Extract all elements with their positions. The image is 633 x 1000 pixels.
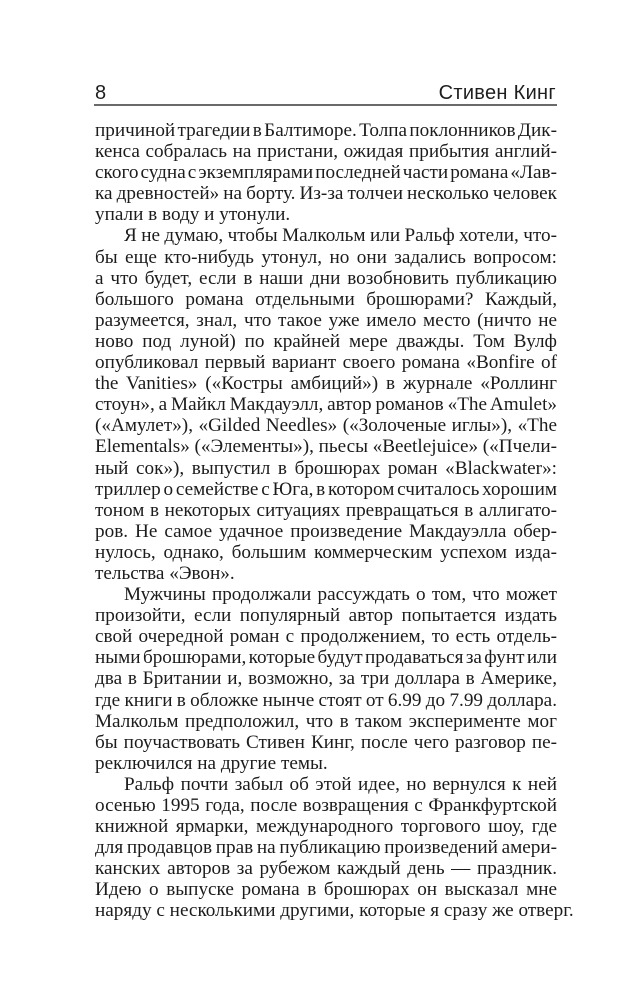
text-line: книжной ярмарки, международного торгового шоу, где bbox=[95, 816, 557, 838]
text-line: нулось, однако, большим коммерческим успехом изда- bbox=[95, 541, 557, 563]
text-line: произойти, если популярный автор попытается издать bbox=[95, 605, 557, 627]
page-number: 8 bbox=[95, 82, 107, 104]
text-line: ными брошюрами, которые будут продаваться за фунт или bbox=[95, 647, 557, 669]
text-line: триллер о семействе с Юга, в котором считалось хорошим bbox=[95, 478, 557, 500]
text-line: реключился на другие темы. bbox=[95, 752, 328, 774]
header-rule bbox=[94, 104, 557, 106]
text-line: свой очередной роман с продолжением, то есть отдель- bbox=[95, 626, 557, 648]
text-line: бы поучаствовать Стивен Кинг, после чего разговор пе- bbox=[95, 731, 557, 753]
text-line: Ральф почти забыл об этой идее, но вернулся к ней bbox=[124, 773, 557, 795]
running-head bbox=[94, 80, 557, 104]
text-line: ка древностей» на борту. Из-за толчеи несколько человек bbox=[95, 183, 557, 205]
text-line: разумеется, знал, что такое уже имело место (ничто не bbox=[95, 309, 557, 331]
text-line: кенса собралась на пристани, ожидая прибытия англий- bbox=[95, 141, 557, 163]
running-title: Стивен Кинг bbox=[438, 82, 556, 104]
text-line: ный сок»), выпустил в брошюрах роман «Blackwater»: bbox=[95, 457, 557, 479]
paragraph bbox=[95, 120, 557, 225]
text-line: Я не думаю, чтобы Малкольм или Ральф хотели, что- bbox=[124, 225, 557, 247]
text-line: тоном в некоторых ситуациях превращаться в аллигато- bbox=[95, 499, 557, 521]
text-line: Малкольм предположил, что в таком эксперименте мог bbox=[95, 710, 557, 732]
text-line: Идею о выпуске романа в брошюрах он высказал мне bbox=[95, 879, 557, 901]
text-line: два в Британии и, возможно, за три доллара в Америке, bbox=[95, 668, 557, 690]
text-line: опубликовал первый вариант своего романа «Bonfire of bbox=[95, 352, 557, 374]
text-line: причиной трагедии в Балтиморе. Толпа поклонников Дик- bbox=[95, 120, 557, 141]
text-line: ново под луной) по крайней мере дважды. Том Вулф bbox=[95, 330, 557, 352]
text-line: («Амулет»), «Gilded Needles» («Золоченые иглы»), «The bbox=[95, 415, 557, 437]
text-line: тельства «Эвон». bbox=[95, 562, 235, 584]
text-line: для продавцов прав на публикацию произведений амери- bbox=[95, 837, 557, 859]
text-line: ского судна с экземплярами последней части романа «Лав- bbox=[95, 162, 558, 184]
text-line: наряду с несколькими другими, которые я сразу же отверг. bbox=[95, 900, 574, 922]
text-line: Мужчины продолжали рассуждать о том, что может bbox=[124, 584, 557, 606]
body-text bbox=[95, 120, 574, 922]
text-line: а что будет, если в наши дни возобновить публикацию bbox=[95, 267, 557, 289]
text-line: ров. Не самое удачное произведение Макдауэлла обер- bbox=[95, 520, 557, 542]
text-line: Elementals» («Элементы»), пьесы «Beetlejuice» («Пчели- bbox=[95, 436, 557, 458]
text-line: осенью 1995 года, после возвращения с Франкфуртской bbox=[95, 795, 557, 816]
paragraph bbox=[95, 773, 574, 922]
text-line: где книги в обложке нынче стоят от 6.99 до 7.99 доллара. bbox=[95, 689, 557, 711]
paragraph bbox=[95, 225, 557, 584]
text-line: большого романа отдельными брошюрами? Каждый, bbox=[95, 288, 557, 310]
text-line: стоун», а Майкл Макдауэлл, автор романов «The Amulet» bbox=[95, 394, 557, 416]
text-line: бы еще кто-нибудь утонул, но они задались вопросом: bbox=[95, 246, 557, 268]
text-line: канских авторов за рубежом каждый день — праздник. bbox=[95, 858, 557, 880]
paragraph bbox=[95, 584, 557, 774]
text-line: the Vanities» («Костры амбиций») в журнале «Роллинг bbox=[95, 373, 557, 395]
text-line: упали в воду и утонули. bbox=[95, 204, 291, 226]
